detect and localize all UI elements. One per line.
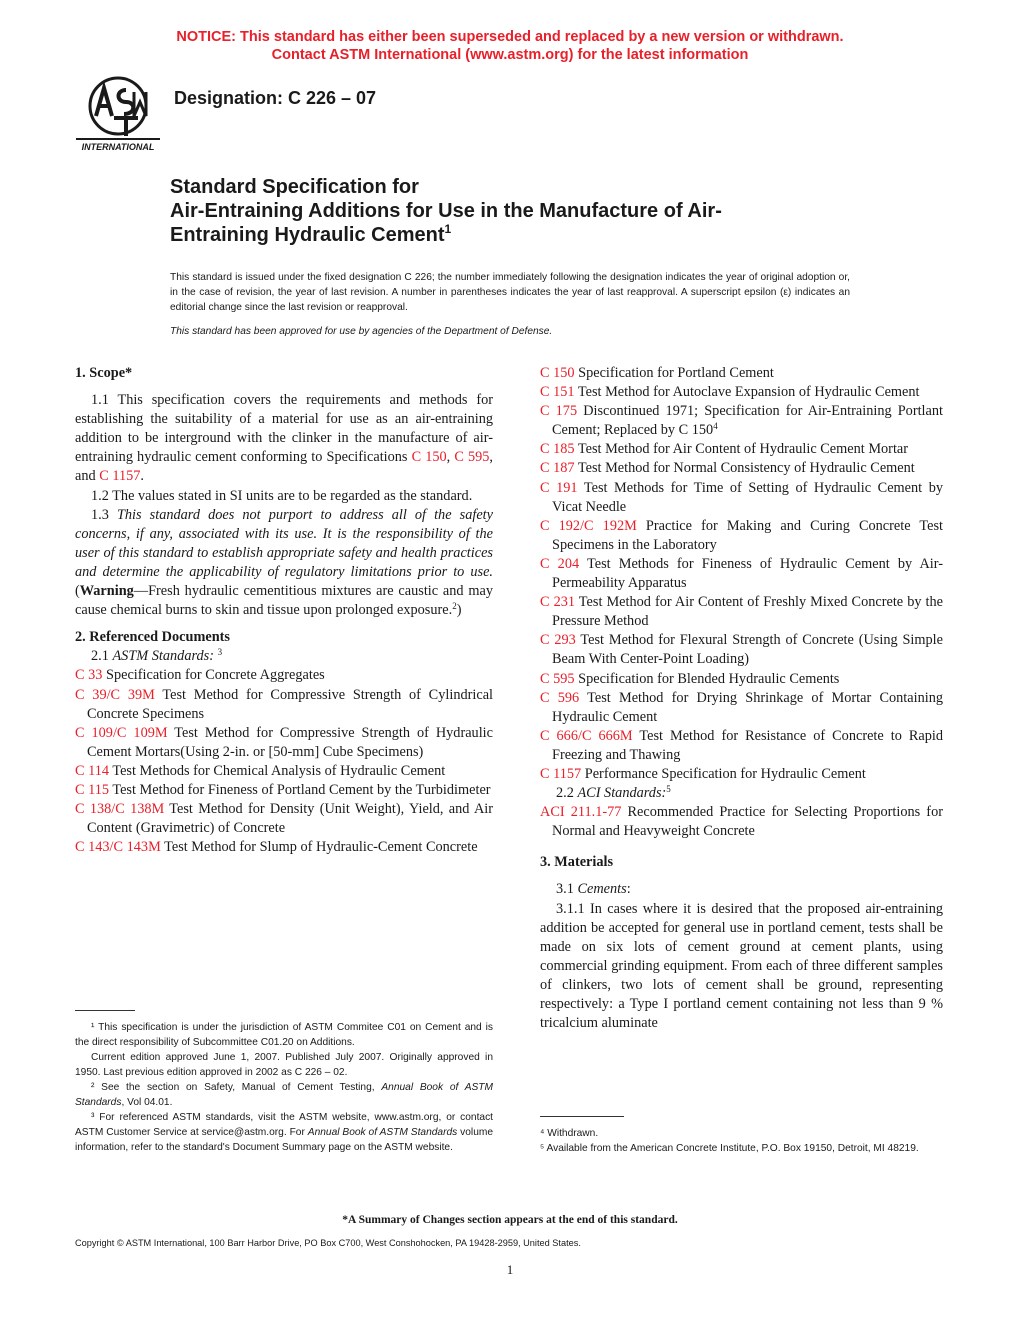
designation: Designation: C 226 – 07: [174, 88, 377, 108]
footnote-3-text: ³ For referenced ASTM standards, visit the ASTM website, www.astm.org, or contact ASTM Customer Service at service@astm.org. For: [75, 1112, 493, 1138]
reference-code-link[interactable]: C 185: [540, 441, 575, 458]
reference-item: [75, 762, 493, 781]
reference-item: [540, 517, 943, 555]
referenced-documents-heading: 2. Referenced Documents: [75, 629, 230, 646]
scope-paragraph-1-3: 1.3 This standard does not purport to address all of the safety concerns, if any, associated with its use. It is the responsibility of the user of this standard to establish appropriate safety and health practices and determine the applicability of regulatory limitations prior to use. (Warning—Fresh hydraulic cementitious mixtures are caustic and may cause chemical burns to skin and tissue upon prolonged exposure.$^2$): [75, 506, 493, 619]
materials-heading: 3. Materials: [540, 854, 614, 871]
reference-title: Practice for Making and Curing Concrete Test Specimens in the Laboratory: [552, 517, 943, 553]
reference-item: [540, 479, 943, 517]
reference-title: Recommended Practice for Selecting Proportions for Normal and Heavyweight Concrete: [552, 804, 943, 840]
spacer: [75, 383, 493, 391]
ref-link-c1157[interactable]: C 1157: [99, 468, 141, 485]
cements-number: 3.1: [556, 881, 578, 898]
reference-title: Discontinued 1971; Specification for Air-Entraining Portlant Cement; Replaced by C 150: [552, 403, 943, 439]
reference-code-link[interactable]: C 191: [540, 479, 578, 496]
reference-code-link[interactable]: C 138/C 138M: [75, 801, 165, 818]
reference-item: [540, 670, 943, 689]
footnote-1: ¹ This specification is under the jurisdiction of ASTM Commitee C01 on Cement and is the direct responsibility of Subcommittee C01.20 on Additions.: [75, 1022, 493, 1048]
astm-reference-list-left: [75, 666, 493, 857]
issuance-statement: This standard is issued under the fixed designation C 226; the number immediately following the designation indicates the year of original adoption or, in the case of revision, the year of last revision. A number in parentheses indicates the year of last reapproval. A superscript epsilon (ε) indicates an editorial change since the last revision or reapproval.: [170, 272, 850, 313]
scope-heading: 1. Scope*: [75, 365, 133, 381]
reference-title: Specification for Portland Cement: [574, 365, 774, 381]
reference-code-link[interactable]: C 231: [540, 594, 576, 611]
reference-item: [540, 364, 943, 383]
footnote-4: ⁴ Withdrawn.: [540, 1128, 599, 1139]
cements-label: Cements: [577, 881, 627, 898]
footnote-2-end: , Vol 04.01.: [121, 1097, 173, 1108]
reference-title: Test Method for Air Content of Hydraulic Cement Mortar: [574, 441, 909, 458]
footnote-2-text: ² See the section on Safety, Manual of Cement Testing,: [91, 1082, 382, 1093]
summary-of-changes-note: *A Summary of Changes section appears at the end of this standard.: [342, 1214, 678, 1226]
reference-item: [540, 440, 943, 459]
reference-item: [75, 838, 493, 857]
footnotes-right: [524, 1126, 942, 1156]
document-title: [170, 175, 890, 247]
scope-1-3-italic: This standard does not purport to address all of the safety concerns, if any, associated with its use. It is the responsibility of the user of this standard to establish appropriate safety and health practices and determine the applicability of regulatory limitations prior to use.: [75, 506, 493, 580]
withdrawal-notice: [0, 28, 1020, 64]
reference-title: Test Method for Normal Consistency of Hydraulic Cement: [574, 460, 915, 477]
footnote-3-end: volume information, refer to the standard's Document Summary page on the ASTM website.: [75, 1127, 494, 1153]
footnote-mark-4[interactable]: 4: [713, 421, 718, 432]
reference-code-link[interactable]: C 150: [540, 365, 575, 381]
reference-item: [540, 593, 943, 631]
reference-item: [75, 686, 493, 724]
reference-item: [75, 666, 493, 685]
reference-item: [540, 555, 943, 593]
footnote-5: ⁵ Available from the American Concrete Institute, P.O. Box 19150, Detroit, MI 48219.: [540, 1143, 919, 1154]
reference-title: Test Methods for Fineness of Hydraulic Cement by Air-Permeability Apparatus: [552, 555, 944, 592]
reference-title: Test Methods for Chemical Analysis of Hydraulic Cement: [109, 762, 446, 779]
aci-standards-subheading: [540, 784, 943, 803]
page-number: 1: [506, 1262, 514, 1277]
reference-code-link[interactable]: C 114: [75, 762, 110, 779]
reference-code-link[interactable]: C 33: [75, 667, 103, 684]
astm-standards-number: 2.1: [91, 648, 113, 665]
reference-item: [540, 383, 943, 402]
reference-code-link[interactable]: C 187: [540, 460, 575, 477]
reference-item: [540, 459, 943, 478]
dod-approval-statement: This standard has been approved for use by agencies of the Department of Defense.: [170, 326, 553, 337]
reference-title: Performance Specification for Hydraulic Cement: [581, 765, 866, 782]
reference-code-link[interactable]: C 596: [540, 689, 580, 706]
astm-standards-label: ASTM Standards:: [112, 648, 214, 665]
astm-logo-icon: [76, 72, 160, 154]
reference-code-link[interactable]: C 293: [540, 632, 576, 649]
footnote-2: [75, 1080, 493, 1110]
reference-item: [75, 800, 493, 838]
reference-title: Test Method for Flexural Strength of Concrete (Using Simple Beam With Center-Point Loading): [552, 632, 943, 668]
right-column: [540, 364, 943, 1033]
scope-1-1-and: , and: [75, 449, 493, 485]
reference-title: Specification for Concrete Aggregates: [102, 667, 325, 684]
reference-title: Test Method for Autoclave Expansion of Hydraulic Cement: [574, 384, 920, 401]
reference-title: Test Method for Resistance of Concrete to Rapid Freezing and Thawing: [552, 727, 943, 763]
footnote-mark-3[interactable]: 3: [217, 647, 223, 658]
aci-standards-label: ACI Standards:: [577, 785, 667, 802]
reference-code-link[interactable]: ACI 211.1-77: [540, 804, 622, 821]
footnotes-left: [75, 1020, 493, 1155]
reference-code-link[interactable]: C 1157: [540, 765, 582, 782]
reference-title: Test Methods for Time of Setting of Hydraulic Cement by Vicat Needle: [552, 479, 944, 515]
reference-title: Specification for Blended Hydraulic Cements: [574, 670, 840, 687]
ref-link-c595[interactable]: C 595: [454, 449, 490, 466]
title-line-3: [170, 223, 890, 247]
reference-item: [75, 724, 493, 762]
reference-title: Test Method for Compressive Strength of Hydraulic Cement Mortars(Using 2-in. or [50-mm] Cube Specimens): [87, 724, 494, 760]
reference-code-link[interactable]: C 175: [540, 403, 578, 420]
copyright-line: Copyright © ASTM International, 100 Barr Harbor Drive, PO Box C700, West Conshohocken, PA 19428-2959, United States.: [75, 1238, 581, 1248]
astm-international-logo: [76, 72, 160, 154]
scope-1-1-text: 1.1 This specification covers the requirements and methods for establishing the suitability of a material for use as an air-entraining addition to be interground with the clinker in the manufacture of air-entraining hydraulic cement conforming to Specifications: [75, 392, 493, 466]
ref-link-c150[interactable]: C 150: [411, 449, 447, 466]
astm-standards-subheading: [75, 647, 493, 666]
reference-item: [540, 402, 943, 440]
reference-item: [540, 631, 943, 669]
reference-code-link[interactable]: C 151: [540, 384, 575, 401]
reference-title: Test Method for Drying Shrinkage of Mortar Containing Hydraulic Cement: [552, 689, 943, 725]
spacer: [540, 872, 943, 880]
title-line-3-text: Entraining Hydraulic Cement: [170, 224, 445, 246]
footnote-3-italic: Annual Book of ASTM Standards: [307, 1127, 458, 1138]
spacer: [75, 620, 493, 628]
reference-title: Test Method for Density (Unit Weight), Yield, and Air Content (Gravimetric) of Concrete: [87, 801, 493, 837]
title-footnote-mark[interactable]: 1: [444, 222, 452, 236]
scope-1-3-warning: Warning: [79, 583, 134, 600]
reference-item: [75, 781, 493, 800]
cements-colon: :: [626, 881, 631, 898]
footnote-2-italic: Annual Book of ASTM Standards: [75, 1082, 493, 1108]
footnote-rule-left: [75, 1010, 135, 1011]
footnote-mark-2[interactable]: 2: [452, 601, 457, 612]
footnote-rule-right: [540, 1116, 624, 1117]
footnote-3: [75, 1110, 493, 1155]
title-line-1: Standard Specification for: [170, 176, 419, 198]
aci-standards-number: 2.2: [556, 785, 578, 802]
scope-paragraph-1-1: 1.1 This specification covers the requirements and methods for establishing the suitability of a material for use as an air-entraining addition to be interground with the clinker in the manufacture of air-entraining hydraulic cement conforming to Specifications C 150, C 595, and C 1157.: [75, 392, 493, 485]
reference-item: [540, 727, 943, 765]
reference-title: Test Method for Compressive Strength of Cylindrical Concrete Specimens: [87, 686, 494, 722]
reference-code-link[interactable]: C 143/C 143M: [75, 839, 161, 856]
notice-line-1: NOTICE: This standard has either been superseded and replaced by a new version or withdrawn.: [176, 29, 844, 45]
reference-item-aci: [540, 803, 943, 841]
notice-line-2: Contact ASTM International (www.astm.org) for the latest information: [271, 47, 749, 63]
reference-title: Test Method for Air Content of Freshly Mixed Concrete by the Pressure Method: [552, 594, 943, 630]
reference-code-link[interactable]: C 666/C 666M: [540, 727, 633, 744]
reference-code-link[interactable]: C 595: [540, 670, 575, 687]
materials-paragraph-3-1-1: 3.1.1 In cases where it is desired that the proposed air-entraining addition be accepted for general use in portland cement, tests shall be made on six lots of cement ground at cement plants, using commercial grinding equipment. From each of three different samples of clinkers, two lots of cement shall be ground, representing respectively: a Type I portland cement containing not less than 9 % tricalcium aluminate: [540, 900, 943, 1032]
reference-item: [540, 689, 943, 727]
reference-title: Test Method for Fineness of Portland Cement by the Turbidimeter: [109, 781, 491, 798]
reference-title: Test Method for Slump of Hydraulic-Cement Concrete: [160, 839, 478, 856]
reference-item: [540, 765, 943, 784]
spacer: [540, 841, 943, 853]
reference-code-link[interactable]: C 115: [75, 781, 110, 798]
reference-code-link[interactable]: C 39/C 39M: [75, 686, 155, 703]
astm-reference-list-right: [540, 364, 943, 784]
left-column: [75, 364, 493, 857]
logo-text: INTERNATIONAL: [81, 142, 155, 152]
reference-code-link[interactable]: C 192/C 192M: [540, 517, 637, 534]
scope-1-3-rest: —Fresh hydraulic cementitious mixtures are caustic and may cause chemical burns to skin and tissue upon prolonged exposure.: [75, 583, 493, 619]
reference-code-link[interactable]: C 204: [540, 555, 580, 572]
footnote-1-edition: Current edition approved June 1, 2007. Published July 2007. Originally approved in 1950. Last previous edition approved in 2002 as C 226 – 02.: [75, 1052, 493, 1078]
scope-paragraph-1-2: 1.2 The values stated in SI units are to be regarded as the standard.: [91, 487, 473, 504]
scope-1-3-number: 1.3: [91, 506, 117, 523]
reference-code-link[interactable]: C 109/C 109M: [75, 724, 168, 741]
title-line-2: Air-Entraining Additions for Use in the Manufacture of Air-: [170, 200, 722, 222]
footnote-mark-5[interactable]: 5: [666, 784, 671, 795]
cements-subheading: [540, 880, 943, 899]
